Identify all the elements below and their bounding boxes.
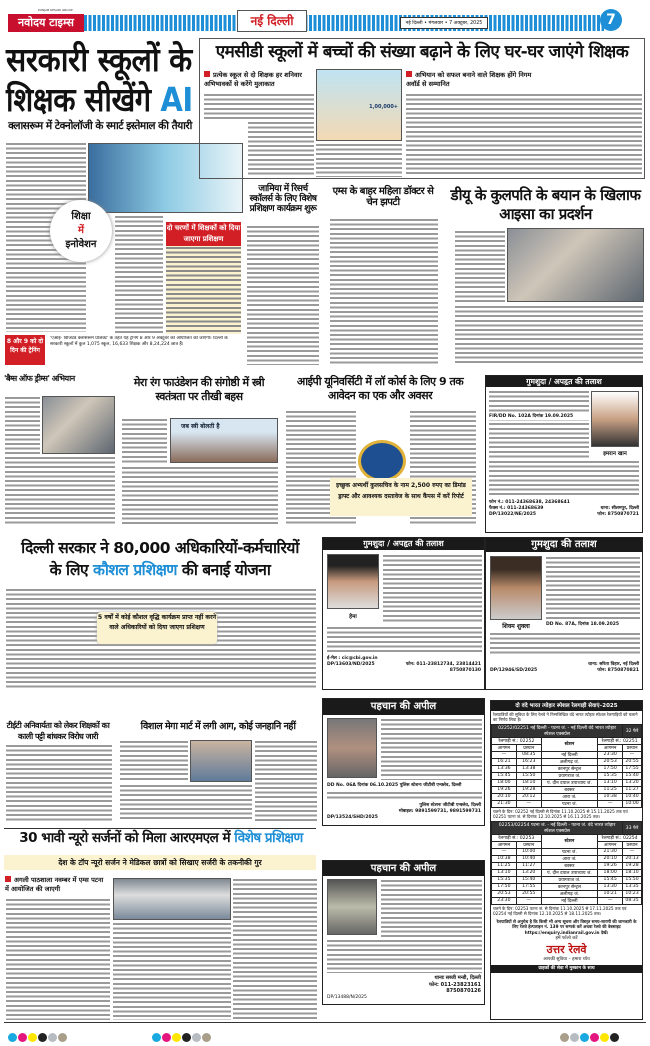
time-cell: 18:10: [623, 869, 642, 876]
lead-body-2: [115, 215, 163, 333]
time-cell: —: [598, 897, 623, 904]
aiims-body: [330, 218, 438, 366]
time-cell: 10:00: [623, 800, 642, 807]
time-cell: 19:28: [516, 786, 541, 793]
time-cell: —: [598, 800, 623, 807]
neuro-photo: [113, 878, 231, 920]
station-cell: अलीगढ़ जं.: [541, 758, 598, 765]
timetable-row: [492, 855, 642, 862]
appeal1-photo: [327, 718, 377, 778]
time-cell: 17:55: [623, 765, 642, 772]
dateline: नई दिल्ली • मंगलवार • 7 अक्टूबर, 2025: [400, 17, 488, 29]
neuro-rule: [4, 828, 316, 829]
stripe-bar: [84, 15, 604, 31]
time-cell: 15:45: [598, 876, 623, 883]
time-cell: 11:27: [623, 786, 642, 793]
time-cell: 11:25: [598, 786, 623, 793]
skill-callout: 5 वर्षों में कोई कौशल वृद्धि कार्यक्रम प्राप्त नहीं करने वाले अधिकारियों को दिया जाएगा प्रशिक्षण: [97, 612, 217, 644]
registration-marks-2: [152, 1027, 212, 1046]
neuro-body-3: [233, 878, 317, 1020]
ipu-logo: [358, 440, 406, 482]
time-cell: —: [492, 848, 517, 855]
time-cell: —: [492, 751, 517, 758]
timetable-row: [492, 862, 642, 869]
station-cell: पटना जं.: [541, 800, 598, 807]
identity-appeal-1: पहचान की अपील DD No. 06A दिनांक 06.10.2025 पुलिस स्टेशनः जीटीबी एन्क्लेव, दिल्ली पुलिस स्टेशनः जीटीबी एन्क्लेव, दिल्ली मोबाइल: 9891599731, 9891599731 DP/13524/SHD/2025: [322, 698, 485, 826]
logo: नवोदय टाइम्स: [8, 14, 84, 32]
time-cell: 13:20: [623, 779, 642, 786]
ipu-headline: आईपी यूनिवर्सिटी में लॉ कोर्स के लिए 9 तक आवेदन का एक और अवसर: [296, 375, 464, 402]
time-cell: 15:50: [623, 876, 642, 883]
jamia-headline: जामिया में रिसर्च स्कॉलर्स के लिए विशेष प्रशिक्षण कार्यक्रम शुरू: [249, 184, 317, 214]
megamart-body: [120, 740, 188, 780]
tet-headline: टीईटी अनिवार्यता को लेकर शिक्षकों का काली पट्टी बांधकर विरोध जारी: [6, 721, 110, 741]
time-cell: 10:38: [598, 793, 623, 800]
timetable-row: [492, 876, 642, 883]
time-cell: 19:26: [492, 786, 517, 793]
logo-tag: PUNJAB KESARI GROUP: [38, 8, 73, 12]
time-cell: 10:40: [516, 855, 541, 862]
timetable-row: [492, 765, 642, 772]
merarang-body: [122, 418, 167, 464]
neuro-subtitle: देश के टॉप न्यूरो सर्जन ने मेडिकल छात्रों को सिखाए सर्जरी के तकनीकी गुर: [4, 855, 316, 870]
time-cell: 20:10: [598, 855, 623, 862]
megamart-headline: विशाल मेगा मार्ट में लगी आग, कोई जनहानि नहीं: [140, 721, 296, 732]
time-cell: 15:40: [516, 876, 541, 883]
time-cell: 15:50: [516, 772, 541, 779]
missing-shivam-photo: [490, 556, 542, 620]
bags-body-2: [5, 456, 115, 524]
timetable-row: [492, 786, 642, 793]
mcd-story: [199, 38, 645, 179]
timetable-row: [492, 883, 642, 890]
time-cell: 13:20: [516, 869, 541, 876]
time-cell: 15:35: [598, 772, 623, 779]
mcd-body-right: [406, 93, 642, 177]
merarang-headline: मेरा रंग फाउंडेशन की संगोष्ठी में स्त्री स्वतंत्रता पर तीखी बहस: [133, 376, 265, 403]
station-cell: कानपुर सेन्ट्रल: [541, 765, 598, 772]
mcd-subhead-left: प्रत्येक स्कूल से दो शिक्षक हर शनिवार अभिभावकों से करेंगे मुलाकात: [204, 71, 302, 88]
timetable-row: [492, 751, 642, 758]
station-cell: नई दिल्ली: [541, 897, 598, 904]
station-cell: अलीगढ़ जं.: [541, 890, 598, 897]
du-protest-photo: [507, 228, 644, 302]
lead-headline-line2: शिक्षक सीखेंगे AI: [6, 80, 193, 119]
rail-ad: दो वंदे भारत त्योहार स्पेशल रेलगाड़ी सेवाएं–2025 रेलयात्रियों की सुविधा के लिए रेलवे ने निम्नलिखित वंदे भारत त्योहार स्पेशल रेलगाड़ियों को चलाने का निर्णय लिया है। 02252/02251 नई दिल्ली - पटना जं. - नई दिल्ली वंदे भारत त्योहार स्पेशल एक्सप्रेस 32 फेरे रेलगाड़ी सं.: 02252 स्टेशन रेलगाड़ी सं.: 02251 आगमन प्रस्थान आगमन प्रस्थान — 08:35 नई दिल्ली 23:30 — 16:21 16:23 अलीगढ़ जं. 20:53 20:55 13:36 13:38 कानपुर सेन्ट्रल 17:50 17:55 15:45 15:50 प्रयागराज जं. 15:35 15:40 18:00 18:10 पं. दीन दयाल उपाध्याय जं. 13:10 13:20 19:26 19:28 बक्सर 11:25 11:27 20:10 20:12 आरा जं. 10:38 10:40 21:30 — पटना जं. — 10:00 चलने के दिन: 02252 नई दिल्ली से दिनांक 11.10.2025 से 15.11.2025 तक एवं 02251 पटना जं. से दिनांक 12.10.2025 से 16.11.2025 तक। 02253/02254 पटना जं. - नई दिल्ली - पटना जं. वंदे भारत त्योहार स्पेशल एक्सप्रेस 33 फेरे रेलगाड़ी सं.: 02253 स्टेशन रेलगाड़ी सं.: 02254 आगमन प्रस्थान आगमन प्रस्थान — 10:00 पटना जं. 21:30 — 10:38 10:40 आरा जं. 20:10 20:13 11:25 11:27 बक्सर 19:26 19:28 13:10 13:20 पं. दीन दयाल उपाध्याय जं. 18:00 18:10 15:35 15:40 प्रयागराज जं. 15:45 15:50 17:50 17:55 कानपुर सेन्ट्रल 13:30 13:35 20:53 20:55 अलीगढ़ जं. 10:21 10:23 23:30 — नई दिल्ली — 08:35 चलने के दिन: 02253 पटना जं. से दिनांक 11.10.2025 से 17.11.2025 तक एवं 02254 नई दिल्ली से दिनांक 12.10.2025 से 18.11.2025 तक। रेलयात्रियों से अनुरोध है कि किसी भी अन्य सूचना और विस्तृत समय-सारणी की जानकारी के लिए रेलवे हेल्पलाइन नं. 139 पर सम्पर्क करें अथवा रेलवे की वेबसाइट https://enquiry.indianrail.gov.in देखें। हमें फॉलो करें उत्तर रेलवे आपकी सुविधा – हमारा ध्येय ग्राहकों की सेवा में मुस्कान के साथ: [490, 700, 643, 1020]
station-cell: बक्सर: [541, 862, 598, 869]
missing-hema-ad: गुमशुदा / अपहृत की तलाश हेमा ई-मेल : cic@cbi.gov.in DP/13603/ND/2025 फोन: 011-23812734, 23814421 8750870130: [322, 537, 485, 690]
time-cell: 15:40: [623, 772, 642, 779]
jamia-body: [247, 225, 319, 365]
bags-body: [5, 396, 40, 454]
timetable-row: [492, 897, 642, 904]
training-phase-box: दो चरणों में शिक्षकों को दिया जाएगा प्रशिक्षण: [166, 222, 241, 246]
du-headline: डीयू के कुलपति के बयान के खिलाफ आइसा का प्रदर्शन: [450, 186, 641, 223]
mcd-subhead-right: अभियान को सफल बनाने वाले शिक्षक होंगे निगम अवॉर्ड से सम्मानित: [406, 71, 532, 88]
megamart-fire-photo: [190, 740, 252, 782]
time-cell: 17:55: [516, 883, 541, 890]
time-cell: 20:12: [516, 793, 541, 800]
lead-headline-line1: सरकारी स्कूलों के: [6, 40, 192, 79]
time-cell: 11:27: [516, 862, 541, 869]
time-cell: 18:00: [598, 869, 623, 876]
time-cell: 10:21: [598, 890, 623, 897]
time-cell: 17:50: [492, 883, 517, 890]
mcd-headline: एमसीडी स्कूलों में बच्चों की संख्या बढ़ाने के लिए घर-घर जाएंगे शिक्षक: [215, 42, 629, 62]
mcd-illustration: [316, 69, 402, 141]
mcd-body-left-2: [248, 121, 314, 177]
time-cell: 19:26: [598, 862, 623, 869]
time-cell: 20:10: [492, 793, 517, 800]
identity-appeal-2: पहचान की अपील थानाः सब्जी मन्डी, दिल्ली फोन: 011-23823161 8750870126 DP/13488/N/2025: [322, 860, 485, 1005]
timetable-row: [492, 848, 642, 855]
mcd-body-left: [204, 93, 314, 119]
time-cell: —: [623, 751, 642, 758]
skill-headline-line1: दिल्ली सरकार ने 80,000 अधिकारियों-कर्मचारियों: [21, 539, 299, 557]
station-cell: बक्सर: [541, 786, 598, 793]
station-cell: पं. दीन दयाल उपाध्याय जं.: [541, 779, 598, 786]
rail-table-1: 02252/02251 नई दिल्ली - पटना जं. - नई दिल्ली वंदे भारत त्योहार स्पेशल एक्सप्रेस 32 फेरे रेलगाड़ी सं.: 02252 स्टेशन रेलगाड़ी सं.: 02251 आगमन प्रस्थान आगमन प्रस्थान — 08:35 नई दिल्ली 23:30 — 16:21 16:23 अलीगढ़ जं. 20:53 20:55 13:36 13:38 कानपुर सेन्ट्रल 17:50 17:55 15:45 15:50 प्रयागराज जं. 15:35 15:40 18:00 18:10 पं. दीन दयाल उपाध्याय जं. 13:10 13:20 19:26 19:28 बक्सर 11:25 11:27 20:10 20:12 आरा जं. 10:38 10:40 21:30 — पटना जं. — 10:00: [491, 724, 642, 808]
station-cell: पटना जं.: [541, 848, 598, 855]
merarang-photo: [170, 418, 278, 463]
missing-hema-photo: [327, 554, 379, 609]
neuro-body-2: [113, 922, 231, 1020]
time-cell: 16:23: [516, 758, 541, 765]
innovation-badge: शिक्षा में इनोवेशन: [50, 200, 112, 262]
time-cell: 15:35: [492, 876, 517, 883]
neuro-headline: 30 भावी न्यूरो सर्जनों को मिला आरएमएल में विशेष प्रशिक्षण: [19, 830, 303, 846]
time-cell: —: [516, 800, 541, 807]
aiims-headline: एम्स के बाहर महिला डॉक्टर से चेन झपटी: [332, 186, 434, 208]
time-cell: 13:10: [598, 779, 623, 786]
time-cell: 19:28: [623, 862, 642, 869]
timetable-row: [492, 793, 642, 800]
merarang-banner: जब स्त्री बोलती है: [181, 423, 220, 430]
time-cell: 13:30: [598, 883, 623, 890]
megamart-body-2: [255, 740, 317, 822]
training-phase-text: [166, 246, 241, 334]
time-cell: 20:53: [598, 758, 623, 765]
station-cell: आरा जं.: [541, 855, 598, 862]
missing-shivam-ad: गुमशुदा की तलाश शिवम शुक्ला DD No. 87A, दिनांक 18.09.2025 DP/12946/SD/2025 थाना: सरिता विहार, नई दिल्ली फोन: 8750870821: [485, 537, 643, 690]
time-cell: 10:23: [623, 890, 642, 897]
time-cell: 13:38: [516, 765, 541, 772]
skill-headline-line2: के लिए कौशल प्रशिक्षण की बनाई योजना: [49, 561, 271, 579]
station-cell: प्रयागराज जं.: [541, 772, 598, 779]
lead-headline: [6, 40, 196, 120]
timetable-row: [492, 890, 642, 897]
timetable-row: [492, 800, 642, 807]
time-cell: 13:36: [492, 765, 517, 772]
time-cell: —: [516, 897, 541, 904]
tet-body: [6, 744, 112, 822]
time-cell: 10:38: [492, 855, 517, 862]
time-cell: 18:00: [492, 779, 517, 786]
time-cell: 20:53: [492, 890, 517, 897]
mcd-body-mid: [316, 143, 402, 177]
time-cell: 20:55: [623, 758, 642, 765]
time-cell: 16:21: [492, 758, 517, 765]
neuro-body: [6, 898, 110, 1020]
lead-subhead: क्लासरूम में टेक्नोलॉजी के स्मार्ट इस्तेमाल की तैयारी: [8, 120, 192, 132]
mcd-graphic-label: 1,00,000+: [369, 104, 398, 110]
station-cell: आरा जं.: [541, 793, 598, 800]
time-cell: 10:40: [623, 793, 642, 800]
time-cell: 10:00: [516, 848, 541, 855]
time-cell: 18:10: [516, 779, 541, 786]
page-number: 7: [600, 9, 622, 31]
time-cell: 08:35: [623, 897, 642, 904]
time-cell: 17:50: [598, 765, 623, 772]
time-cell: 21:30: [598, 848, 623, 855]
station-cell: पं. दीन दयाल उपाध्याय जं.: [541, 869, 598, 876]
station-cell: नई दिल्ली: [541, 751, 598, 758]
masthead: [0, 0, 650, 38]
neuro-side-head: अगली पाठशाला नवम्बर में एम्स पटना में आयोजित की जाएगी: [5, 876, 104, 893]
registration-marks-3: [560, 1027, 620, 1046]
time-cell: 20:55: [516, 890, 541, 897]
two-day-training-box: 8 और 9 को दो दिन की ट्रेनिंग: [5, 335, 45, 365]
du-body-2: [455, 305, 643, 365]
footer-rule: [4, 1022, 646, 1023]
du-body: [455, 230, 505, 304]
station-cell: कानपुर सेन्ट्रल: [541, 883, 598, 890]
bags-photo: [42, 396, 115, 454]
time-cell: 13:35: [623, 883, 642, 890]
missing-imran-photo: [591, 391, 639, 447]
missing-imran-ad: गुमशुदा / अपहृत की तलाश इमरान खान FIR/DD No. 102A दिनांक 19.09.2025 फोन नं.: 011-24368638, 24368641 फैक्स नं.: 011-24368639 DP/13022/NE/2025 थाना: सीलमपुर, दिल्ली फोन: 8750870721: [485, 375, 643, 533]
time-cell: 15:45: [492, 772, 517, 779]
time-cell: 11:25: [492, 862, 517, 869]
time-cell: 23:30: [492, 897, 517, 904]
rail-table-2: 02253/02254 पटना जं. - नई दिल्ली - पटना जं. वंदे भारत त्योहार स्पेशल एक्सप्रेस 33 फेरे रेलगाड़ी सं.: 02253 स्टेशन रेलगाड़ी सं.: 02254 आगमन प्रस्थान आगमन प्रस्थान — 10:00 पटना जं. 21:30 — 10:38 10:40 आरा जं. 20:10 20:13 11:25 11:27 बक्सर 19:26 19:28 13:10 13:20 पं. दीन दयाल उपाध्याय जं. 18:00 18:10 15:35 15:40 प्रयागराज जं. 15:45 15:50 17:50 17:55 कानपुर सेन्ट्रल 13:30 13:35 20:53 20:55 अलीगढ़ जं. 10:21 10:23 23:30 — नई दिल्ली — 08:35: [491, 821, 642, 905]
time-cell: 21:30: [492, 800, 517, 807]
time-cell: 20:13: [623, 855, 642, 862]
time-cell: 08:35: [516, 751, 541, 758]
timetable-row: [492, 758, 642, 765]
timetable-row: [492, 779, 642, 786]
section-tab: नई दिल्ली: [237, 10, 307, 32]
skill-headline: [4, 537, 316, 581]
time-cell: 23:30: [598, 751, 623, 758]
merarang-body-2: [122, 466, 278, 524]
rail-brand: उत्तर रेलवे: [546, 942, 587, 956]
ipu-callout: इच्छुक अभ्यर्थी कुलसचिव के नाम 2,500 रुपए का डिमांड ड्राफ्ट और आवश्यक दस्तावेज के साथ कैंपस में करें रिपोर्ट: [330, 478, 472, 516]
timetable-row: [492, 869, 642, 876]
lead-caption: 'एआई- विजिटेड क्लासरूम प्रोजेक्ट' के तहत यह ट्रेनिंग 8 और 9 अक्टूबर को आयोजित की जाएगी। दिल्ली के सरकारी स्कूलों में कुल 1,075 स्कूल, 16,633 शिक्षक और 8,24,224 छात्र हैं।: [50, 336, 228, 347]
bags-headline: 'बैग्स ऑफ ड्रीम्स' अभियान: [4, 374, 75, 383]
appeal2-photo: [327, 879, 377, 935]
timetable-row: [492, 772, 642, 779]
time-cell: —: [623, 848, 642, 855]
station-cell: प्रयागराज जं.: [541, 876, 598, 883]
registration-marks: [8, 1027, 68, 1046]
time-cell: 13:10: [492, 869, 517, 876]
megamart-body-3: [120, 784, 252, 822]
